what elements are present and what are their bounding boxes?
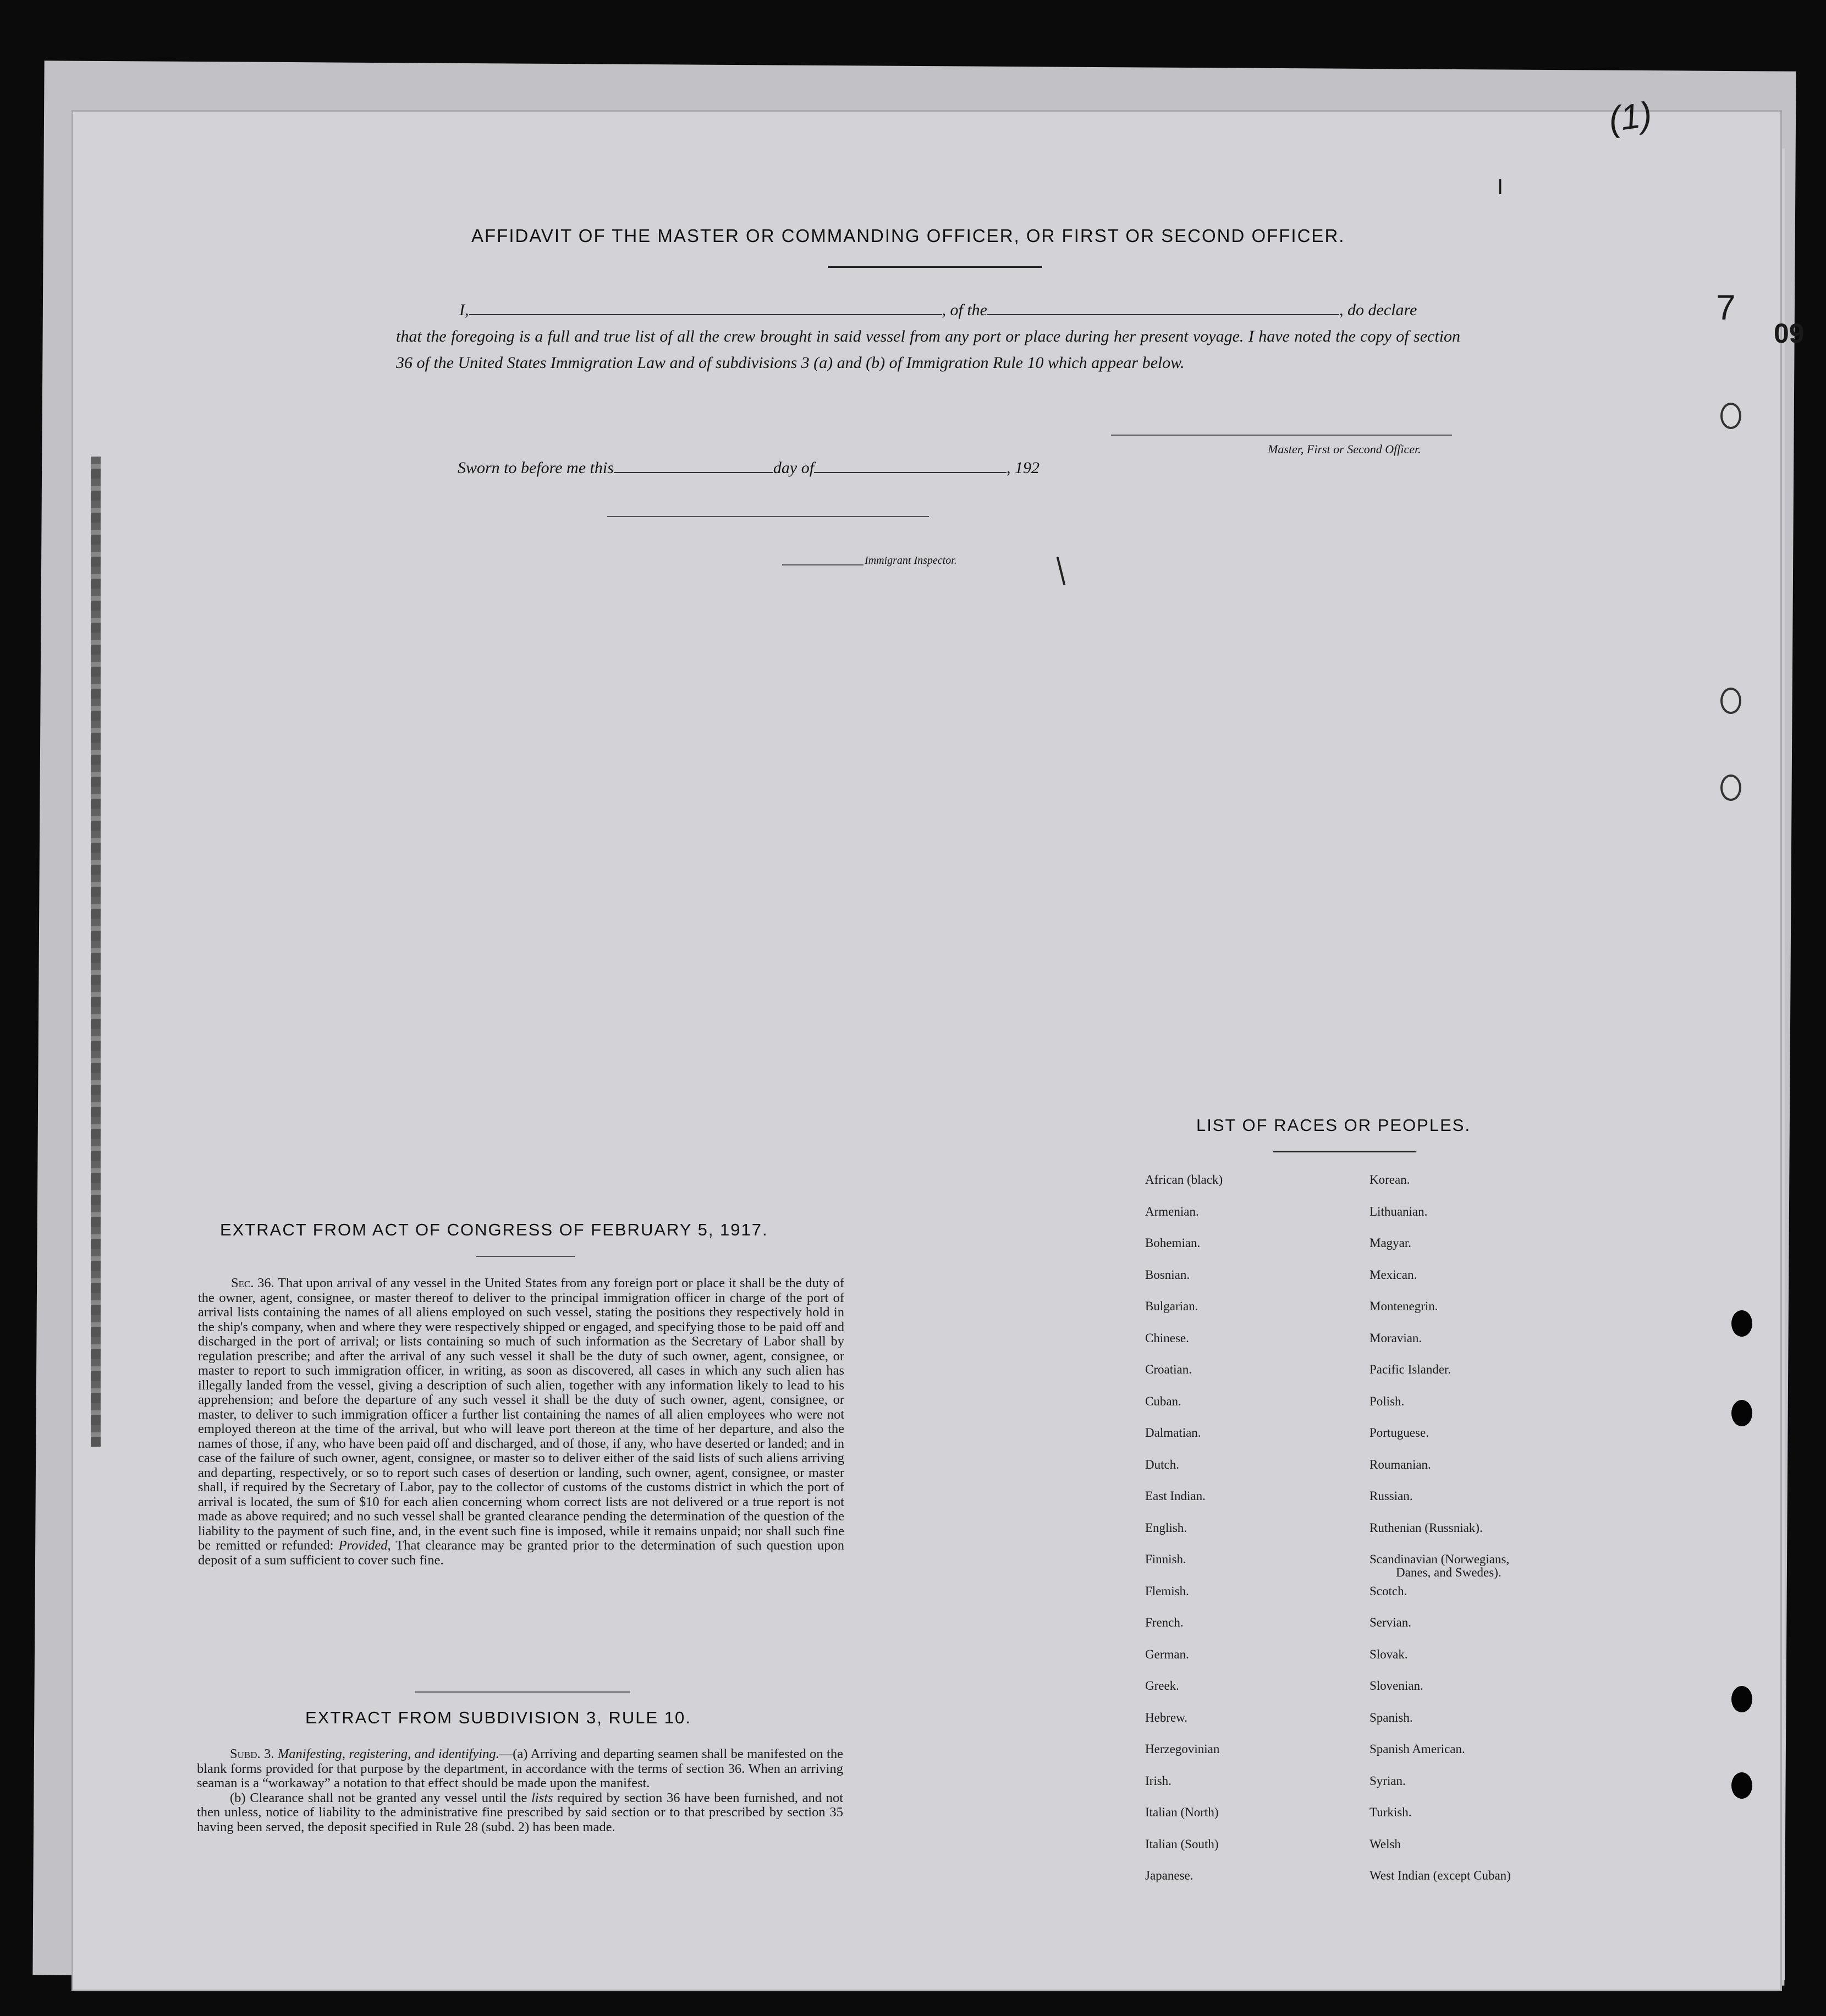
race-item: Flemish. [1145, 1584, 1189, 1598]
race-item: Turkish. [1370, 1805, 1412, 1819]
race-item: Bulgarian. [1145, 1299, 1198, 1313]
race-item-scandinavian: Scandinavian (Norwegians, [1370, 1552, 1510, 1566]
race-item: Irish. [1145, 1773, 1172, 1788]
punch-hole [1720, 688, 1741, 714]
race-item: Spanish American. [1370, 1742, 1465, 1756]
rule-extract-title: EXTRACT FROM SUBDIVISION 3, RULE 10. [305, 1708, 691, 1727]
race-item: Dutch. [1145, 1457, 1179, 1471]
race-item: Italian (North) [1145, 1805, 1219, 1819]
name-field[interactable] [469, 300, 942, 315]
race-item: Lithuanian. [1370, 1204, 1428, 1218]
race-item: Magyar. [1370, 1236, 1412, 1250]
race-item: English. [1145, 1520, 1187, 1535]
race-item [1370, 1553, 1511, 1585]
right-edge-small-mark: 7 [1716, 288, 1736, 327]
affidavit-of-the: , of the [942, 301, 987, 319]
vessel-field[interactable] [987, 300, 1339, 315]
race-item: Cuban. [1145, 1394, 1181, 1408]
subd-label: Subd. 3. [230, 1746, 274, 1761]
race-item: Montenegrin. [1370, 1299, 1438, 1313]
race-item: French. [1145, 1616, 1184, 1629]
sworn-month-field[interactable] [814, 458, 1007, 473]
race-item: Welsh [1370, 1837, 1401, 1851]
race-item: Greek. [1145, 1679, 1179, 1693]
race-item: Spanish. [1370, 1710, 1413, 1724]
punch-hole [1720, 403, 1741, 429]
race-item: East Indian. [1145, 1489, 1206, 1503]
race-item: Dalmatian. [1145, 1426, 1201, 1440]
section-divider-rule [415, 1691, 630, 1693]
para-a-text: Arriving and departing seamen shall be manifested on the blank forms provided for that purpose by the department, in accordance with the terms of section 36. When an arriving seaman is a “workaway” a notation to that effect should be made upon the manifest. [197, 1746, 843, 1790]
race-item: Roumanian. [1370, 1457, 1431, 1471]
race-item: West Indian (except Cuban) [1370, 1869, 1511, 1882]
race-item: Slovak. [1370, 1647, 1408, 1661]
affidavit-title: AFFIDAVIT OF THE MASTER OR COMMANDING OFFICER, OR FIRST OR SECOND OFFICER. [471, 226, 1345, 246]
race-item-scandinavian-continued: Danes, and Swedes). [1396, 1565, 1502, 1579]
race-item: Moravian. [1370, 1331, 1422, 1345]
race-item: Ruthenian (Russniak). [1370, 1520, 1483, 1535]
affidavit-title-rule [828, 266, 1042, 268]
para-b-marker: (b) [230, 1790, 246, 1805]
races-title-rule [1273, 1151, 1416, 1152]
race-item: Polish. [1370, 1394, 1405, 1408]
para-b-text-end: required by section 36 have been furnished, and not then unless, notice of liability to the administrative fine prescribed by said section or to that prescribed by section 35 having been served, the deposit specified in Rule 28 (subd. 2) has been made. [197, 1790, 844, 1834]
section-36-body-end: That clearance may be granted prior to the determination of such question upon deposit of a sum sufficient to cover such fine. [198, 1538, 844, 1568]
subdivision-3-text [197, 1747, 843, 1834]
punch-hole [1720, 774, 1741, 801]
affidavit-body: that the foregoing is a full and true list of all the crew brought in said vessel from any port or place during her present voyage. I have noted the copy of section 36 of the United States Immigration Law and of subdivisions 3 (a) and (b) of Immigration Rule 10 which appear below. [396, 327, 1460, 372]
race-item: Pacific Islander. [1370, 1363, 1451, 1376]
race-item: Portuguese. [1370, 1426, 1429, 1440]
section-36-body: That upon arrival of any vessel in the United States from any foreign port or place it shall be the duty of the owner, agent, consignee, or master thereof to deliver to the principal immigration officer in charge of the port of arrival lists containing the names of all aliens employed on such vessel, stating the positions they respectively hold in the ship's company, when and where they were respectively shipped or engaged, and specifying those to be paid off and discharged in the port of arrival; or lists containing so much of such information as the Secretary of Labor shall by regulation prescribe; and after the arrival of any such vessel it shall be the duty of such owner, agent, consignee, or master to report to such immigration officer, in writing, as soon as discovered, all cases in which any such alien has illegally landed from the vessel, giving a description of such alien, together with any information likely to lead to his apprehension; and before the departure of any such vessel it shall be the duty of such owner, agent, consignee, or master, to deliver to such immigration officer a further list containing the names of all alien employees who were not employed thereon at the time of the arrival, but who will leave port thereon at the time of her departure, and also the names of those, if any, who have been paid off and discharged, and of those, if any, who have deserted or landed; and in case of the failure of such owner, agent, consignee, or master so to deliver either of the said lists of such aliens arriving and departing, respectively, or so to report such cases of desertion or landing, such owner, agent, consignee, or master shall, if required by the Secretary of Labor, pay to the collector of customs of the customs district in which the port of arrival is located, the sum of $10 for each alien concerning whom correct lists are not delivered or a true report is not made as above required; and no such vessel shall be granted clearance pending the determination of the question of the liability to the payment of such fine, and, in the event such fine is imposed, while it remains unpaid; nor shall such fine be remitted or refunded: [198, 1276, 844, 1553]
race-item: Russian. [1370, 1489, 1413, 1503]
affidavit-i: I, [459, 301, 469, 319]
inspector-caption: Immigrant Inspector. [865, 554, 957, 567]
race-item: Syrian. [1370, 1773, 1406, 1788]
race-item: Finnish. [1145, 1552, 1186, 1566]
races-title: LIST OF RACES OR PEOPLES. [1196, 1116, 1471, 1135]
para-b-text-start: Clearance shall not be granted any vessel until the [250, 1790, 527, 1805]
race-item: African (black) [1145, 1173, 1223, 1186]
race-item: Korean. [1370, 1173, 1410, 1186]
sworn-line [458, 458, 1040, 477]
corner-mark: I [1497, 175, 1504, 199]
punch-hole [1731, 1772, 1752, 1799]
affidavit-text [396, 297, 1460, 376]
affidavit-do-declare: , do declare [1339, 301, 1417, 319]
binding-stripe [91, 457, 101, 1447]
races-left-column [1145, 1173, 1223, 1901]
punch-hole [1731, 1310, 1752, 1337]
subd-heading: Manifesting, registering, and identifying. [277, 1746, 499, 1761]
circled-page-number: (1) [1606, 94, 1654, 140]
sworn-label: Sworn to before me this [458, 459, 614, 477]
right-edge-number: 09 [1774, 318, 1805, 349]
race-item: Bosnian. [1145, 1267, 1190, 1282]
race-item: Servian. [1370, 1616, 1412, 1629]
race-item: Armenian. [1145, 1204, 1199, 1218]
race-item: Bohemian. [1145, 1236, 1201, 1250]
sworn-day-of: day of [773, 459, 815, 477]
proviso-word: Provided, [338, 1538, 391, 1553]
signature-caption: Master, First or Second Officer. [1268, 442, 1421, 456]
race-item: Mexican. [1370, 1267, 1417, 1282]
race-item: Slovenian. [1370, 1679, 1423, 1693]
act-title-rule [476, 1256, 575, 1257]
races-right-column [1370, 1173, 1511, 1901]
section-36-text [198, 1276, 844, 1568]
race-item: Chinese. [1145, 1331, 1189, 1345]
punch-hole [1731, 1400, 1752, 1426]
sworn-year: , 192 [1007, 459, 1040, 477]
race-item: Croatian. [1145, 1363, 1192, 1376]
race-item: Japanese. [1145, 1869, 1194, 1882]
sworn-day-field[interactable] [614, 458, 773, 473]
section-label: Sec. 36. [231, 1276, 274, 1290]
inspector-signature-line[interactable] [607, 516, 929, 517]
punch-hole [1731, 1686, 1752, 1712]
para-b-lists: lists [531, 1790, 553, 1805]
race-item: Hebrew. [1145, 1710, 1188, 1724]
act-extract-title: EXTRACT FROM ACT OF CONGRESS OF FEBRUARY 5, 1917. [220, 1220, 768, 1239]
race-item: German. [1145, 1647, 1189, 1661]
signature-line[interactable] [1111, 435, 1452, 436]
inspector-short-line [782, 564, 864, 565]
race-item: Italian (South) [1145, 1837, 1219, 1851]
race-item: Herzegovinian [1145, 1742, 1220, 1756]
para-a-marker: —(a) [499, 1746, 528, 1761]
race-item: Scotch. [1370, 1584, 1407, 1598]
